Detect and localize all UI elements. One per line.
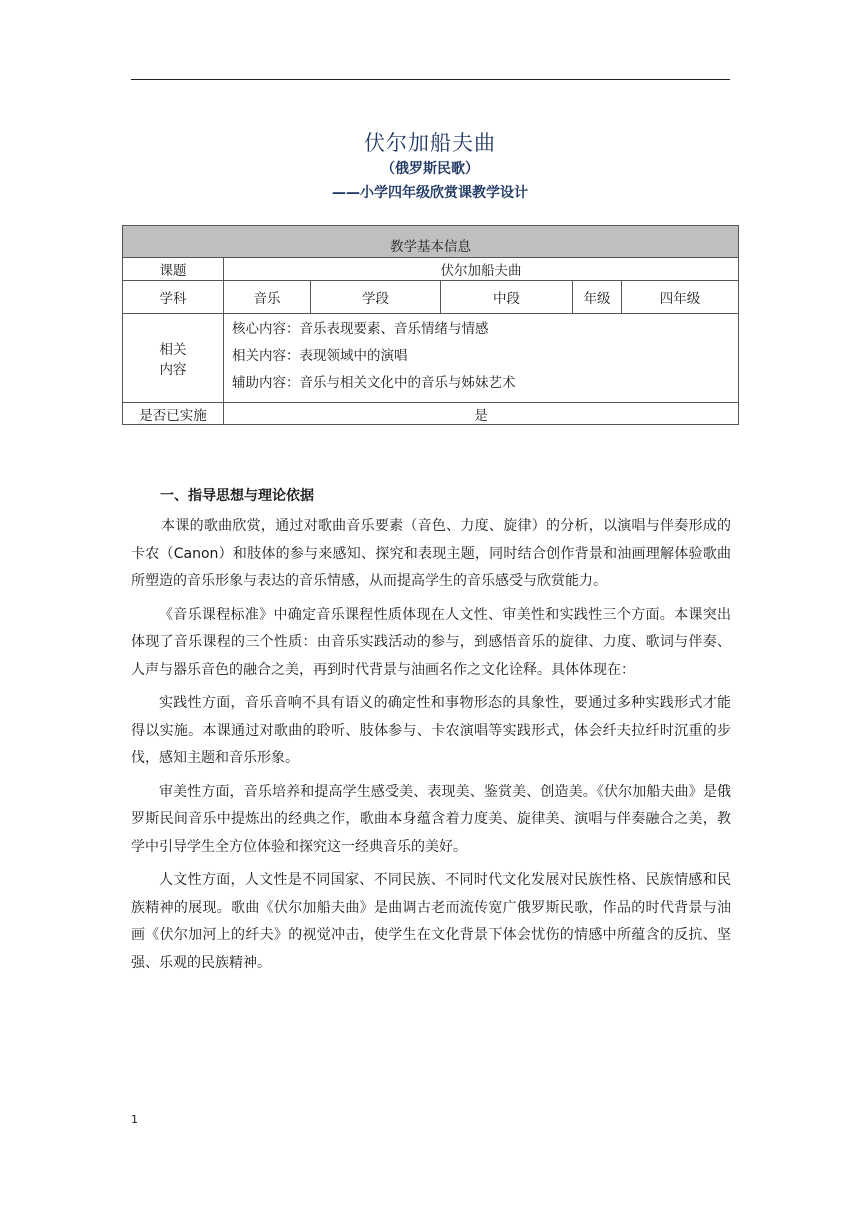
topic-label: 课题	[123, 258, 224, 281]
grade-label: 年级	[573, 281, 622, 314]
paragraph: 本课的歌曲欣赏，通过对歌曲音乐要素（音色、力度、旋律）的分析，以演唱与伴奏形成的卡农（Canon）和肢体的参与来感知、探究和表现主题，同时结合创作背景和油画理解体验歌曲所塑造的音乐形象与表达的音乐情感，从而提高学生的音乐感受与欣赏能力。	[131, 518, 731, 589]
related-label-line2: 内容	[159, 362, 187, 378]
stage-value: 中段	[441, 281, 573, 314]
teaching-info-table	[122, 225, 739, 425]
document-subtitle: （俄罗斯民歌）	[381, 161, 479, 177]
document-title: 伏尔加船夫曲	[364, 131, 496, 155]
content-line-core: 核心内容：音乐表现要素、音乐情绪与情感	[232, 321, 489, 337]
implemented-value: 是	[224, 403, 739, 425]
table-row	[123, 314, 739, 403]
table-row	[123, 281, 739, 314]
paragraph: 人文性方面，人文性是不同国家、不同民族、不同时代文化发展对民族性格、民族情感和民族精神的展现。歌曲《伏尔加船夫曲》是曲调古老而流传宽广俄罗斯民歌，作品的时代背景与油画《伏尔加河上的纤夫》的视觉冲击，使学生在文化背景下体会忧伤的情感中所蕴含的反抗、坚强、乐观的民族精神。	[131, 872, 731, 971]
table-row	[123, 403, 739, 425]
paragraph: 实践性方面，音乐音响不具有语义的确定性和事物形态的具象性，要通过多种实践形式才能得以实施。本课通过对歌曲的聆听、肢体参与、卡农演唱等实践形式，体会纤夫拉纤时沉重的步伐，感知主题和音乐形象。	[131, 695, 731, 766]
paragraph: 《音乐课程标准》中确定音乐课程性质体现在人文性、审美性和实践性三个方面。本课突出体现了音乐课程的三个性质：由音乐实践活动的参与，到感悟音乐的旋律、力度、歌词与伴奏、人声与器乐音色的融合之美，再到时代背景与油画名作之文化诠释。具体体现在：	[131, 606, 731, 678]
page-number: 1	[131, 1113, 138, 1126]
implemented-label: 是否已实施	[123, 403, 224, 425]
header-rule	[131, 79, 730, 80]
subject-value: 音乐	[224, 281, 311, 314]
table-row	[123, 258, 739, 281]
grade-value: 四年级	[622, 281, 739, 314]
section-body	[131, 513, 731, 983]
related-content-value	[224, 314, 739, 403]
content-line-related: 相关内容：表现领域中的演唱	[232, 348, 408, 364]
document-subtitle-course: ——小学四年级欣赏课教学设计	[332, 185, 528, 201]
stage-label: 学段	[311, 281, 441, 314]
section-heading: 一、指导思想与理论依据	[160, 488, 314, 504]
related-label-line1: 相关	[159, 342, 187, 358]
topic-value: 伏尔加船夫曲	[224, 258, 739, 281]
content-line-auxiliary: 辅助内容：音乐与相关文化中的音乐与姊妹艺术	[232, 375, 516, 391]
paragraph: 审美性方面，音乐培养和提高学生感受美、表现美、鉴赏美、创造美。《伏尔加船夫曲》是俄罗斯民间音乐中提炼出的经典之作，歌曲本身蕴含着力度美、旋律美、演唱与伴奏融合之美，教学中引导学生全方位体验和探究这一经典音乐的美好。	[131, 783, 731, 855]
subject-label: 学科	[123, 281, 224, 314]
table-header: 教学基本信息	[123, 226, 739, 258]
related-content-label	[123, 314, 224, 403]
table-header-row	[123, 226, 739, 258]
